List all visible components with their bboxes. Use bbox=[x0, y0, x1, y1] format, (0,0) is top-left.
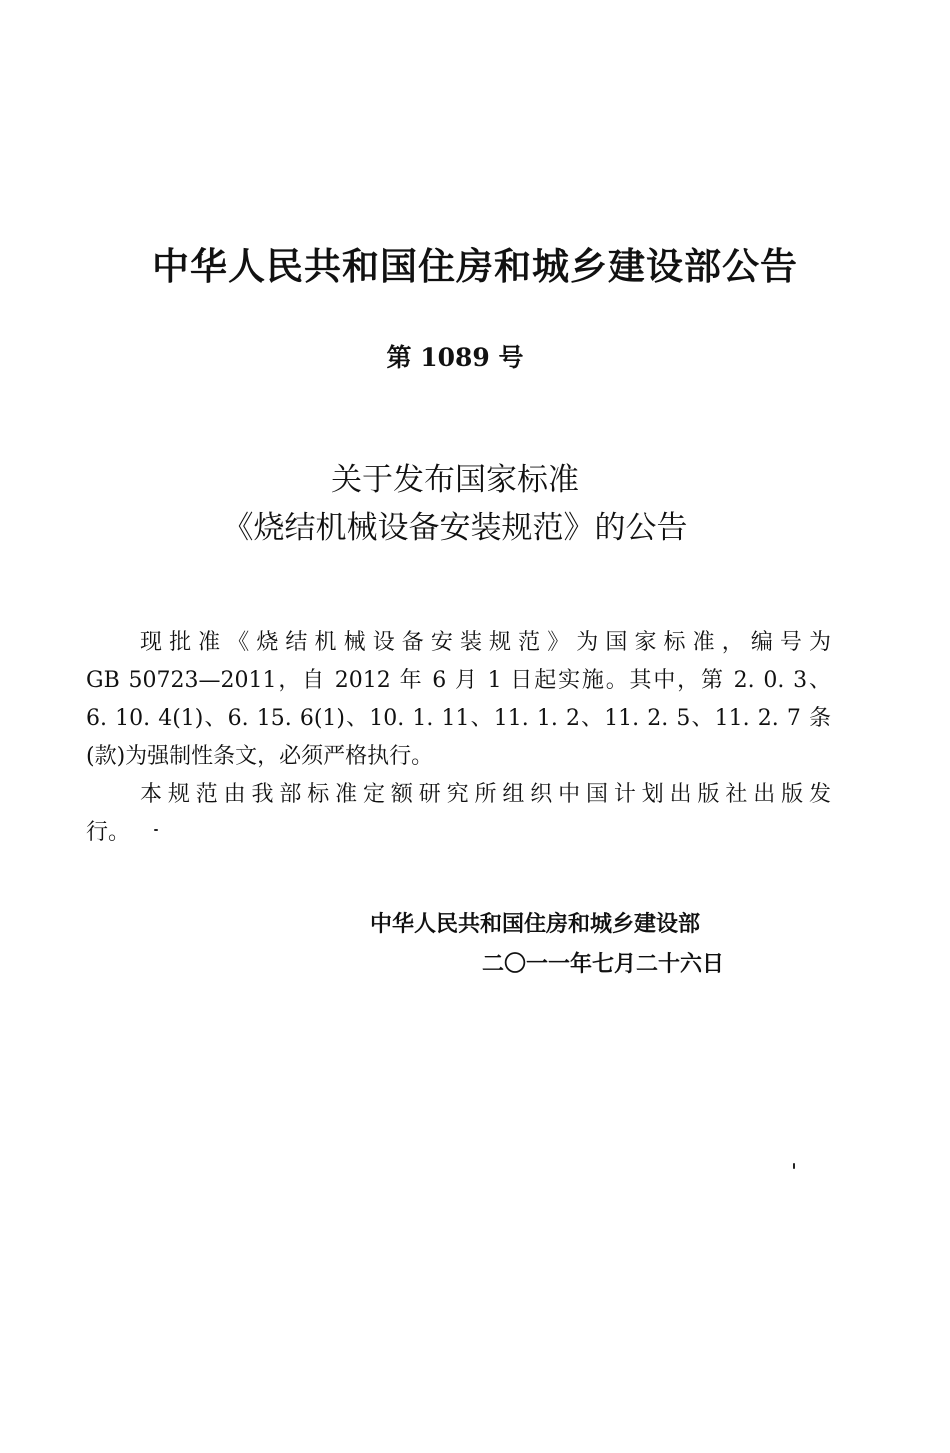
paragraph-approval bbox=[86, 624, 831, 776]
body-line: GB 50723—2011，自 2012 年 6 月 1 日起实施。其中，第 2. 0. 3、 bbox=[86, 668, 831, 693]
body-line: (款)为强制性条文，必须严格执行。 bbox=[86, 744, 434, 769]
notice-title-line-1: 关于发布国家标准 bbox=[331, 462, 579, 498]
signing-date: 二〇一一年七月二十六日 bbox=[482, 952, 725, 977]
notice-title-line-2: 《烧结机械设备安装规范》的公告 bbox=[222, 510, 688, 546]
scan-speck bbox=[793, 1163, 795, 1169]
announcement-number: 第 1089 号 bbox=[386, 343, 524, 372]
signing-organization: 中华人民共和国住房和城乡建设部 bbox=[370, 912, 701, 937]
paragraph-publication bbox=[86, 776, 831, 852]
announcement-body bbox=[86, 624, 831, 852]
ministry-announcement-title: 中华人民共和国住房和城乡建设部公告 bbox=[152, 245, 798, 288]
body-line: 6. 10. 4(1)、6. 15. 6(1)、10. 1. 11、11. 1. 2、11. 2. 5、11. 2. 7 条 bbox=[86, 706, 831, 731]
body-line: 本规范由我部标准定额研究所组织中国计划出版社出版发 bbox=[140, 782, 831, 807]
scan-speck bbox=[154, 829, 158, 831]
body-line: 行。 bbox=[86, 820, 131, 845]
body-line: 现批准《烧结机械设备安装规范》为国家标准，编号为 bbox=[140, 630, 831, 655]
signature-block bbox=[370, 905, 724, 985]
